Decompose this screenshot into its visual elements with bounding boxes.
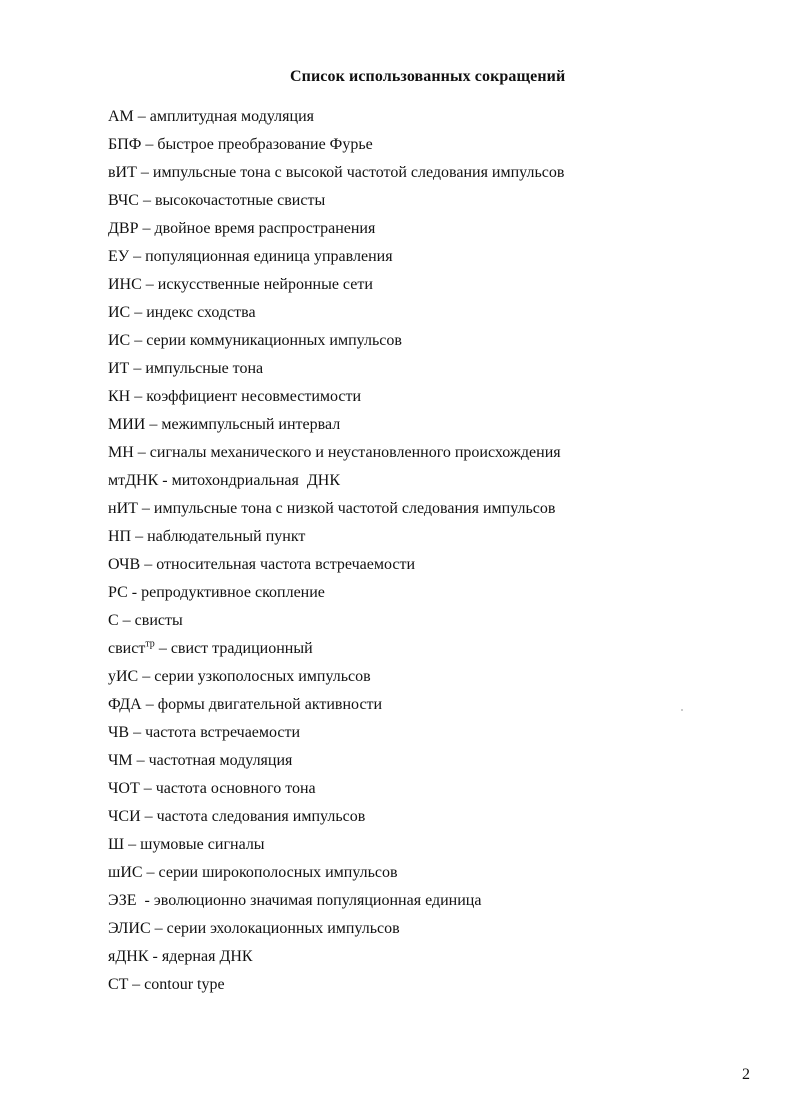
abbreviation-term: ОЧВ <box>108 556 141 573</box>
abbreviation-item <box>108 806 564 834</box>
abbreviation-definition: свисты <box>134 612 183 629</box>
abbreviation-separator: – <box>132 752 149 769</box>
abbreviation-term: МН <box>108 444 134 461</box>
abbreviation-separator: – <box>129 248 146 265</box>
abbreviation-item <box>108 666 564 694</box>
abbreviation-term: яДНК <box>108 948 149 965</box>
abbreviation-item <box>108 498 564 526</box>
abbreviation-separator: - <box>158 472 172 489</box>
abbreviation-item <box>108 106 564 134</box>
abbreviation-term: шИС <box>108 864 143 881</box>
abbreviation-definition: свист традиционный <box>170 640 313 657</box>
abbreviation-item <box>108 610 564 638</box>
abbreviation-item <box>108 246 564 274</box>
abbreviation-separator: – <box>138 220 155 237</box>
scan-speck <box>681 709 683 711</box>
abbreviation-separator: - <box>127 584 142 601</box>
abbreviation-separator: – <box>140 556 157 573</box>
abbreviation-item <box>108 946 564 974</box>
abbreviation-term: ЧОТ <box>108 780 140 797</box>
abbreviation-superscript: тр <box>145 638 155 650</box>
abbreviation-definition: искусственные нейронные сети <box>157 276 373 293</box>
abbreviation-definition: быстрое преобразование Фурье <box>157 136 373 153</box>
abbreviation-separator: – <box>139 780 156 797</box>
abbreviation-term: ФДА <box>108 696 142 713</box>
abbreviation-definition: импульсные тона с высокой частотой следования импульсов <box>152 164 565 181</box>
abbreviation-definition: серии коммуникационных импульсов <box>146 332 402 349</box>
abbreviation-item <box>108 554 564 582</box>
abbreviation-term: нИТ <box>108 500 138 517</box>
abbreviation-item <box>108 134 564 162</box>
abbreviation-term: НП <box>108 528 132 545</box>
abbreviation-separator: – <box>138 668 155 685</box>
abbreviation-definition: митохондриальная ДНК <box>171 472 341 489</box>
abbreviation-term: ЧМ <box>108 752 133 769</box>
abbreviation-item <box>108 638 564 666</box>
abbreviation-item <box>108 694 564 722</box>
abbreviation-definition: высокочастотные свисты <box>154 192 326 209</box>
abbreviation-term: Ш <box>108 836 125 853</box>
abbreviation-item <box>108 526 564 554</box>
abbreviation-item <box>108 834 564 862</box>
abbreviation-item <box>108 302 564 330</box>
abbreviation-separator: – <box>128 976 145 993</box>
abbreviation-definition: формы двигательной активности <box>157 696 383 713</box>
abbreviation-definition: популяционная единица управления <box>145 248 393 265</box>
abbreviation-term: ИТ <box>108 360 130 377</box>
abbreviation-definition: серии узкополосных импульсов <box>154 668 371 685</box>
abbreviation-term: CT <box>108 976 129 993</box>
abbreviation-definition: ядерная ДНК <box>161 948 253 965</box>
abbreviation-definition: импульсные тона с низкой частотой следования импульсов <box>153 500 556 517</box>
abbreviation-term: МИИ <box>108 416 146 433</box>
abbreviation-separator: – <box>129 360 146 377</box>
abbreviation-definition: частота встречаемости <box>145 724 301 741</box>
abbreviation-separator: – <box>154 640 171 657</box>
abbreviation-definition: эволюционно значимая популяционная единица <box>153 892 482 909</box>
abbreviation-item <box>108 386 564 414</box>
abbreviation-separator: - <box>148 948 162 965</box>
abbreviation-term: уИС <box>108 668 139 685</box>
abbreviation-definition: репродуктивное скопление <box>141 584 325 601</box>
abbreviation-term: ЕУ <box>108 248 130 265</box>
abbreviation-item <box>108 470 564 498</box>
abbreviation-definition: импульсные тона <box>145 360 264 377</box>
abbreviation-item <box>108 414 564 442</box>
abbreviation-term: вИТ <box>108 164 137 181</box>
abbreviation-term: БПФ <box>108 136 142 153</box>
abbreviation-separator: – <box>136 164 153 181</box>
abbreviation-term: ЭЛИС <box>108 920 151 937</box>
abbreviation-item <box>108 442 564 470</box>
abbreviation-term: ЧВ <box>108 724 130 741</box>
abbreviation-item <box>108 218 564 246</box>
abbreviation-definition: межимпульсный интервал <box>161 416 341 433</box>
page-number: 2 <box>742 1066 750 1083</box>
abbreviation-separator: – <box>124 836 141 853</box>
abbreviation-item <box>108 750 564 778</box>
abbreviation-definition: частота основного тона <box>155 780 316 797</box>
abbreviation-separator: - <box>136 892 154 909</box>
abbreviation-list <box>108 106 564 1002</box>
abbreviation-definition: сигналы механического и неустановленного происхождения <box>149 444 561 461</box>
abbreviation-definition: contour type <box>144 976 225 993</box>
abbreviation-separator: – <box>133 108 150 125</box>
page-title: Список использованных сокращений <box>290 68 566 85</box>
abbreviation-definition: серии эхолокационных импульсов <box>166 920 400 937</box>
abbreviation-definition: амплитудная модуляция <box>149 108 314 125</box>
abbreviation-term: ЭЗЕ <box>108 892 137 909</box>
abbreviation-item <box>108 358 564 386</box>
abbreviation-definition: серии широкополосных импульсов <box>158 864 398 881</box>
abbreviation-separator: – <box>130 304 147 321</box>
abbreviation-term: мтДНК <box>108 472 159 489</box>
abbreviation-separator: – <box>142 864 159 881</box>
abbreviation-term: КН <box>108 388 131 405</box>
abbreviation-term: свист <box>108 640 146 657</box>
abbreviation-separator: – <box>141 696 158 713</box>
abbreviation-separator: – <box>141 276 158 293</box>
abbreviation-term: ИС <box>108 304 131 321</box>
abbreviation-item <box>108 862 564 890</box>
abbreviation-separator: – <box>137 500 154 517</box>
abbreviation-term: ВЧС <box>108 192 139 209</box>
abbreviation-separator: – <box>141 136 158 153</box>
abbreviation-definition: двойное время распространения <box>154 220 376 237</box>
abbreviation-separator: – <box>138 192 155 209</box>
abbreviation-definition: наблюдательный пункт <box>147 528 306 545</box>
abbreviation-item <box>108 722 564 750</box>
abbreviation-definition: коэффициент несовместимости <box>146 388 362 405</box>
abbreviation-term: РС <box>108 584 128 601</box>
abbreviation-definition: относительная частота встречаемости <box>156 556 416 573</box>
abbreviation-item <box>108 778 564 806</box>
abbreviation-item <box>108 974 564 1002</box>
abbreviation-item <box>108 330 564 358</box>
abbreviation-separator: – <box>145 416 162 433</box>
abbreviation-item <box>108 582 564 610</box>
abbreviation-separator: – <box>129 724 146 741</box>
abbreviation-separator: – <box>130 332 147 349</box>
abbreviation-term: ИС <box>108 332 131 349</box>
abbreviation-separator: – <box>118 612 135 629</box>
abbreviation-separator: – <box>150 920 167 937</box>
abbreviation-definition: частотная модуляция <box>148 752 293 769</box>
abbreviation-separator: – <box>133 444 150 461</box>
abbreviation-term: АМ <box>108 108 134 125</box>
abbreviation-item <box>108 190 564 218</box>
abbreviation-term: ДВР <box>108 220 139 237</box>
abbreviation-item <box>108 162 564 190</box>
abbreviation-separator: – <box>131 528 148 545</box>
abbreviation-definition: шумовые сигналы <box>140 836 265 853</box>
abbreviation-definition: частота следования импульсов <box>156 808 366 825</box>
abbreviation-term: С <box>108 612 119 629</box>
abbreviation-item <box>108 890 564 918</box>
abbreviation-term: ИНС <box>108 276 142 293</box>
abbreviation-item <box>108 918 564 946</box>
abbreviation-definition: индекс сходства <box>146 304 256 321</box>
abbreviation-separator: – <box>130 388 147 405</box>
abbreviation-term: ЧСИ <box>108 808 141 825</box>
abbreviation-item <box>108 274 564 302</box>
abbreviation-separator: – <box>140 808 157 825</box>
